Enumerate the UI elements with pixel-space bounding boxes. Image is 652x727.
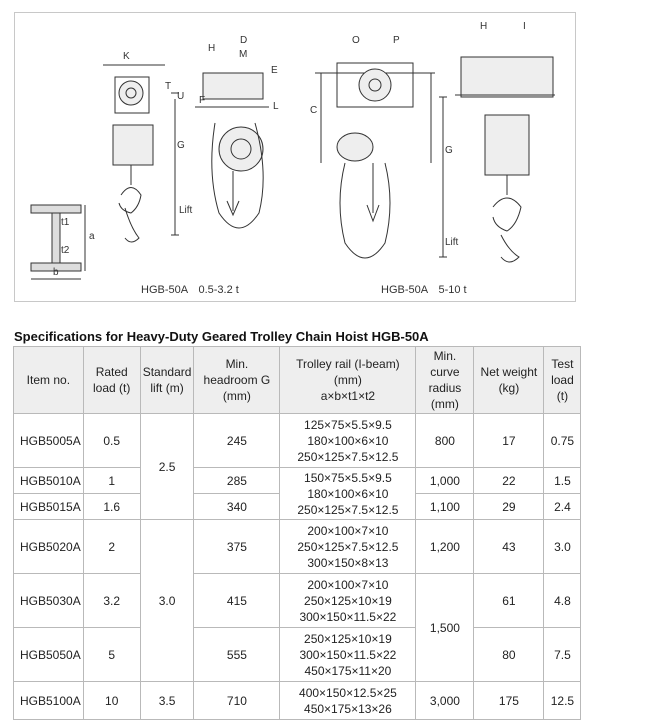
dim-label-f: F — [199, 95, 206, 106]
cell-item: HGB5030A — [14, 574, 84, 628]
cell-weight: 22 — [474, 468, 544, 494]
cell-test: 7.5 — [544, 628, 581, 682]
cell-test: 1.5 — [544, 468, 581, 494]
dim-label-o: O — [352, 35, 360, 46]
cell-rated: 3.2 — [83, 574, 140, 628]
dim-label-t2: t2 — [61, 245, 70, 256]
cell-weight: 29 — [474, 494, 544, 520]
dim-label-m: M — [239, 49, 248, 60]
cell-headroom: 340 — [194, 494, 280, 520]
cell-rail: 125×75×5.5×9.5 180×100×6×10 250×125×7.5×12.5 — [280, 414, 416, 468]
dim-label-a: a — [89, 231, 95, 242]
dim-label-d: D — [240, 35, 248, 46]
cell-rated: 10 — [83, 682, 140, 720]
dim-label-i: I — [523, 21, 526, 32]
cell-lift: 3.5 — [140, 682, 194, 720]
header-min-headroom: Min. headroom G (mm) — [194, 347, 280, 414]
header-trolley-rail: Trolley rail (I-beam) (mm) a×b×t1×t2 — [280, 347, 416, 414]
cell-test: 2.4 — [544, 494, 581, 520]
dim-label-l: L — [273, 101, 279, 112]
cell-lift: 2.5 — [140, 414, 194, 520]
cell-radius: 1,200 — [416, 520, 474, 574]
cell-rail: 400×150×12.5×25 450×175×13×26 — [280, 682, 416, 720]
cell-radius: 1,100 — [416, 494, 474, 520]
dim-label-p: P — [393, 35, 400, 46]
cell-headroom: 415 — [194, 574, 280, 628]
dim-label-g2: G — [445, 145, 453, 156]
dim-label-g: G — [177, 140, 185, 151]
cell-weight: 43 — [474, 520, 544, 574]
cell-radius: 1,000 — [416, 468, 474, 494]
hoist-front-view-large — [315, 63, 435, 258]
dim-label-h2: H — [480, 21, 488, 32]
dim-label-lift: Lift — [179, 205, 193, 216]
table-row — [14, 682, 581, 720]
cell-test: 3.0 — [544, 520, 581, 574]
cell-rail: 200×100×7×10 250×125×7.5×12.5 300×150×8×13 — [280, 520, 416, 574]
cell-radius: 3,000 — [416, 682, 474, 720]
hoist-side-view-large — [439, 57, 555, 262]
dim-label-e: E — [271, 65, 278, 76]
spec-title: Specifications for Heavy-Duty Geared Trolley Chain Hoist HGB-50A — [14, 329, 429, 344]
table-row — [14, 520, 581, 574]
hoist-diagram — [15, 13, 575, 301]
cell-rated: 1 — [83, 468, 140, 494]
dim-label-k: K — [123, 51, 130, 62]
cell-headroom: 375 — [194, 520, 280, 574]
cell-rated: 5 — [83, 628, 140, 682]
cell-rail: 200×100×7×10 250×125×10×19 300×150×11.5×22 — [280, 574, 416, 628]
cell-item: HGB5005A — [14, 414, 84, 468]
table-row — [14, 414, 581, 468]
cell-test: 4.8 — [544, 574, 581, 628]
dim-label-t1: t1 — [61, 217, 70, 228]
cell-item: HGB5020A — [14, 520, 84, 574]
spec-table — [13, 346, 581, 720]
cell-headroom: 285 — [194, 468, 280, 494]
header-min-curve-radius: Min. curve radius (mm) — [416, 347, 474, 414]
cell-weight: 175 — [474, 682, 544, 720]
cell-headroom: 555 — [194, 628, 280, 682]
dim-label-h: H — [208, 43, 216, 54]
table-row — [14, 574, 581, 628]
header-item-no: Item no. — [14, 347, 84, 414]
cell-item: HGB5015A — [14, 494, 84, 520]
dim-label-b: b — [53, 267, 59, 278]
table-row — [14, 628, 581, 682]
dim-label-t: T — [165, 81, 172, 92]
cell-test: 12.5 — [544, 682, 581, 720]
cell-radius: 800 — [416, 414, 474, 468]
dim-label-u: U — [177, 91, 185, 102]
cell-item: HGB5010A — [14, 468, 84, 494]
cell-headroom: 245 — [194, 414, 280, 468]
technical-drawing — [14, 12, 576, 302]
cell-weight: 61 — [474, 574, 544, 628]
cell-item: HGB5050A — [14, 628, 84, 682]
caption-right: HGB-50A 5-10 t — [381, 284, 467, 296]
cell-test: 0.75 — [544, 414, 581, 468]
header-standard-lift: Standard lift (m) — [140, 347, 194, 414]
cell-weight: 80 — [474, 628, 544, 682]
cell-weight: 17 — [474, 414, 544, 468]
cell-rail: 150×75×5.5×9.5 180×100×6×10 250×125×7.5×12.5 — [280, 468, 416, 520]
dim-label-c: C — [310, 105, 318, 116]
cell-rated: 0.5 — [83, 414, 140, 468]
table-header-row — [14, 347, 581, 414]
cell-rated: 1.6 — [83, 494, 140, 520]
dim-label-lift2: Lift — [445, 237, 459, 248]
cell-item: HGB5100A — [14, 682, 84, 720]
header-test-load: Test load (t) — [544, 347, 581, 414]
cell-radius: 1,500 — [416, 574, 474, 682]
hoist-side-view-small — [195, 73, 269, 228]
table-row — [14, 468, 581, 494]
cell-rated: 2 — [83, 520, 140, 574]
header-net-weight: Net weight (kg) — [474, 347, 544, 414]
header-rated-load: Rated load (t) — [83, 347, 140, 414]
cell-lift: 3.0 — [140, 520, 194, 682]
caption-left: HGB-50A 0.5-3.2 t — [141, 284, 239, 296]
cell-headroom: 710 — [194, 682, 280, 720]
cell-rail: 250×125×10×19 300×150×11.5×22 450×175×11×20 — [280, 628, 416, 682]
